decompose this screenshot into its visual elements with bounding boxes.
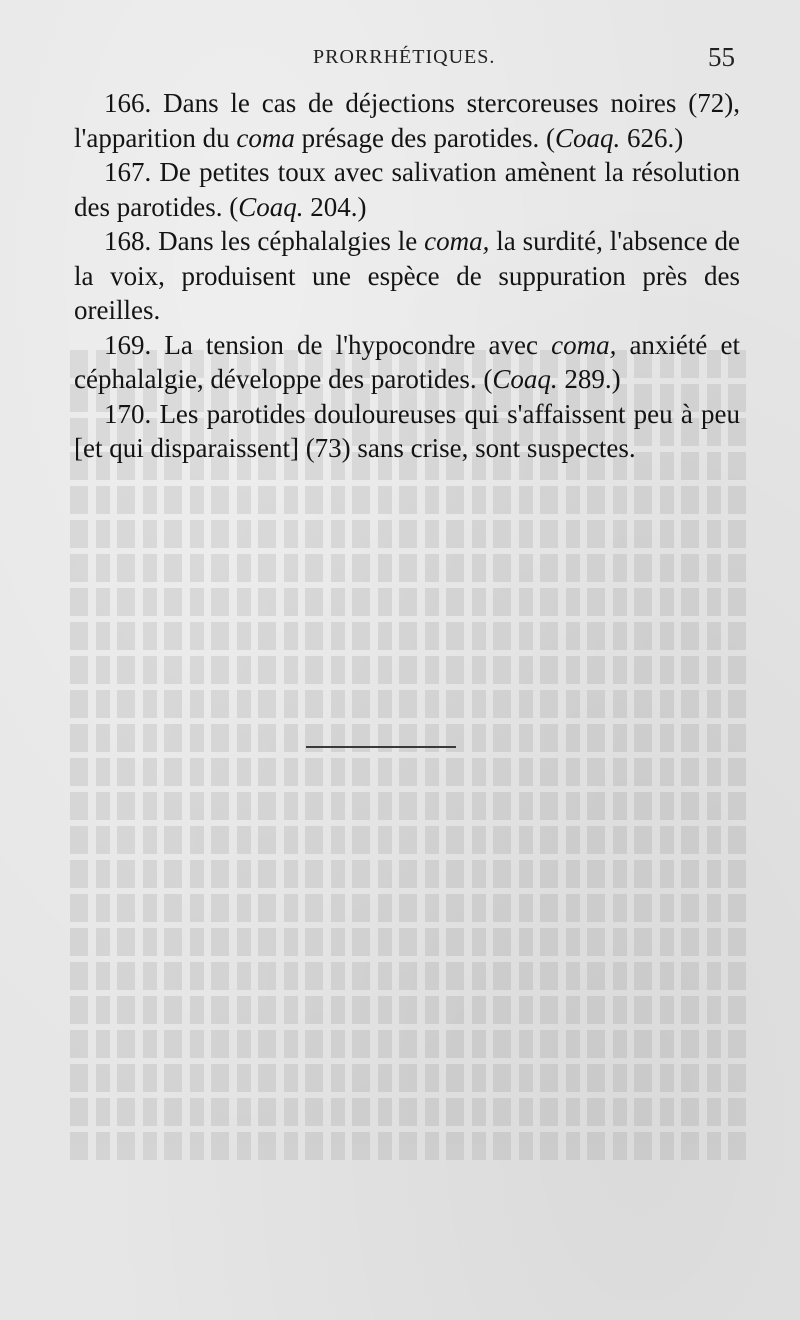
show-through-texture [70,350,750,1250]
aphorism-text-run: 289.) [557,364,621,394]
aphorism-166 [74,86,740,155]
aphorism-italic-run: coma, [551,329,617,360]
aphorism-text [74,86,740,466]
aphorism-text-run: 204.) [303,191,367,222]
aphorism-168 [74,224,740,328]
aphorism-text-run: 626.) [620,122,684,153]
aphorism-text-run: 169. La tension de l'hypocondre avec [104,329,552,360]
aphorism-italic-run: Coaq. [492,364,558,394]
aphorism-text-run: 167. De petites toux avec salivation amènent la résolution des parotides. ( [74,157,740,222]
aphorism-italic-run: coma [236,122,295,153]
aphorism-text-run: anxiété et céphalalgie, développe des parotides. ( [74,329,740,394]
aphorism-169 [74,328,740,397]
aphorism-text-run: 168. Dans les céphalalgies le [104,226,425,256]
aphorism-text-run: la surdité, l'absence de la voix, produisent une espèce de suppuration près des oreilles. [74,226,741,325]
aphorism-italic-run: coma, [424,226,490,256]
aphorism-italic-run: Coaq. [238,191,304,222]
section-divider [306,746,456,748]
running-head-title: PRORRHÉTIQUES. [313,46,496,68]
aphorism-170 [74,397,740,466]
running-head [0,42,800,76]
aphorism-167 [74,155,740,224]
aphorism-text-run: 166. Dans le cas de déjections stercoreuses noires (72), l'apparition du [74,88,740,153]
page-number: 55 [708,42,735,72]
aphorism-text-run: présage des parotides. ( [294,122,555,153]
aphorism-italic-run: Coaq. [554,122,621,153]
aphorism-text-run: 170. Les parotides douloureuses qui s'affaissent peu à peu [et qui disparaissent] (73) sans crise, sont suspectes. [74,398,740,463]
